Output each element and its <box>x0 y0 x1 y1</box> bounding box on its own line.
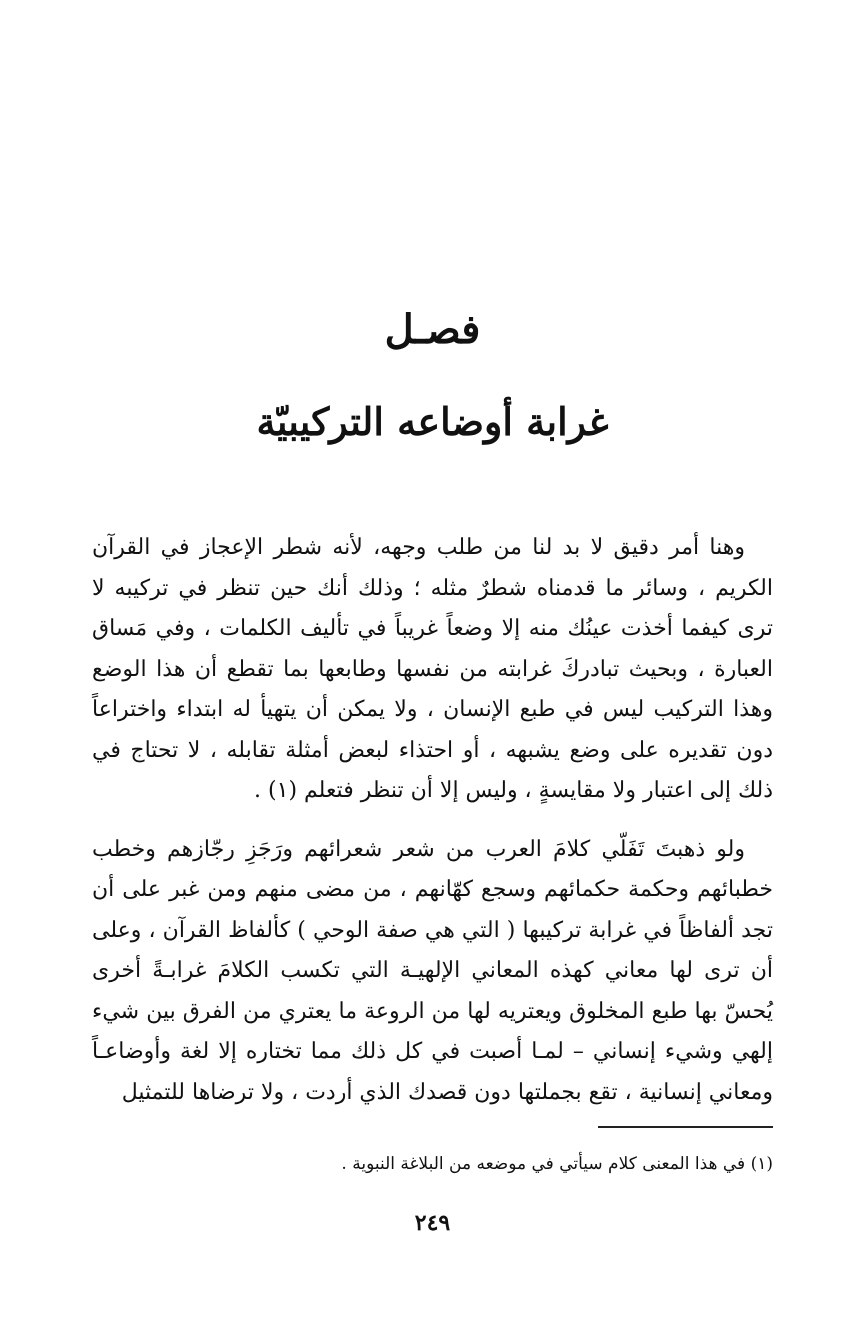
paragraph-2: ولو ذهبتَ تَفَلّي كلامَ العرب من شعر شعرائهم ورَجَزِ رجّازهم وخطب خطبائهم وحكمة حكمائهم وسجع كهّانهم ، من مضى منهم ومن غبر على أن تجد ألفاظاً في غرابة تركيبها ( التي هي صفة الوحي ) كألفاظ القرآن ، وعلى أن ترى لها معاني كهذه المعاني الإلهيـة التي تكسب الكلامَ غرابـةً أخرى يُحسّ بها طبع المخلوق ويعتريه لها من الروعة ما يعتري من الفرق بين شيء إلهي وشيء إنساني – لمـا أصبت في كل ذلك مما تختاره إلا لغة وأوضاعـاً ومعاني إنسانية ، تقع بجملتها دون قصدك الذي أردت ، ولا ترضاها للتمثيل <box>92 836 773 1105</box>
page-number: ٢٤٩ <box>414 1210 451 1236</box>
paragraph-1: وهنا أمر دقيق لا بد لنا من طلب وجهه، لأنه شطر الإعجاز في القرآن الكريم ، وسائر ما قدمناه شطرٌ مثله ؛ وذلك أنك حين تنظر في تركيبه لا ترى كيفما أخذت عينُك منه إلا وضعاً غريباً في تأليف الكلمات ، وفي مَساق العبارة ، وبحيث تبادركَ غرابته من نفسها وطابعها بما تقطع أن هذا الوضع وهذا التركيب ليس في طبع الإنسان ، ولا يمكن أن يتهيأ له ابتداء واختراعاً دون تقديره على وضع يشبهه ، أو احتذاء لبعض أمثلة تقابله ، لا تحتاج في ذلك إلى اعتبار ولا مقايسةٍ ، وليس إلا أن تنظر فتعلم (١) . <box>92 535 773 803</box>
section-heading: فصـل <box>384 306 481 353</box>
body-text <box>92 528 773 1113</box>
section-title: غرابة أوضاعه التركيبيّة <box>256 399 609 444</box>
footnote: (١) في هذا المعنى كلام سيأتي في موضعه من البلاغة النبوية . <box>341 1154 773 1174</box>
footnote-divider <box>598 1126 773 1128</box>
